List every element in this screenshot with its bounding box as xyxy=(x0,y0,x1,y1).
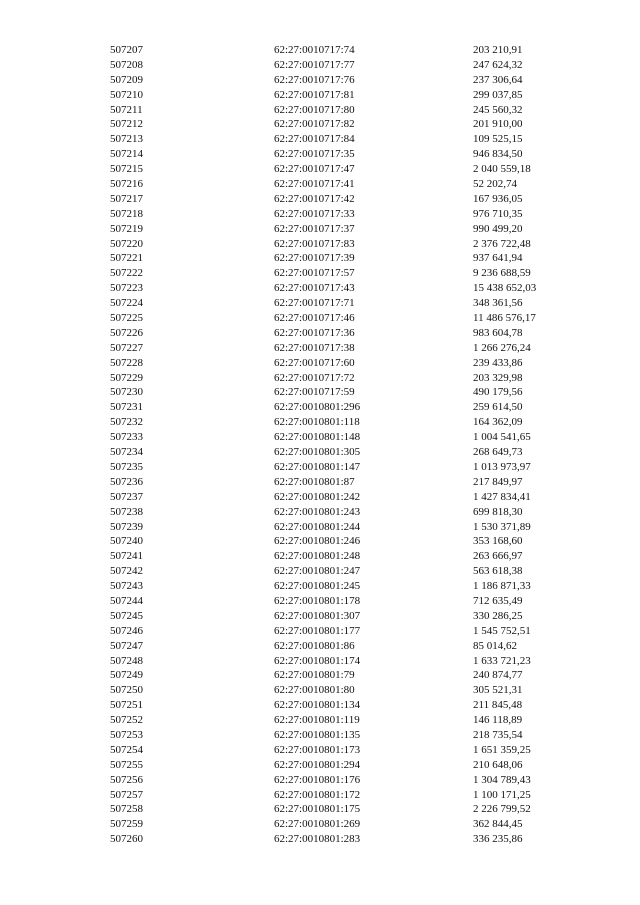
row-id-cell: 507244 xyxy=(110,594,143,607)
row-id-cell: 507253 xyxy=(110,728,143,741)
value-cell: 1 266 276,24 xyxy=(473,341,531,354)
cadastral-number-cell: 62:27:0010801:135 xyxy=(274,728,361,741)
row-id-cell: 507228 xyxy=(110,356,143,369)
table-row xyxy=(0,549,640,564)
cadastral-number-cell: 62:27:0010717:39 xyxy=(274,252,355,265)
value-cell: 9 236 688,59 xyxy=(473,267,531,280)
value-cell: 211 845,48 xyxy=(473,699,523,712)
row-id-cell: 507242 xyxy=(110,565,143,578)
cadastral-number-cell: 62:27:0010801:147 xyxy=(274,460,361,473)
row-id-cell: 507255 xyxy=(110,758,143,771)
row-id-cell: 507245 xyxy=(110,609,143,622)
table-row xyxy=(0,743,640,758)
row-id-cell: 507241 xyxy=(110,550,143,563)
value-cell: 263 666,97 xyxy=(473,550,523,563)
row-id-cell: 507252 xyxy=(110,714,143,727)
row-id-cell: 507213 xyxy=(110,133,143,146)
value-cell: 563 618,38 xyxy=(473,565,523,578)
row-id-cell: 507234 xyxy=(110,446,143,459)
table-row xyxy=(0,564,640,579)
row-id-cell: 507216 xyxy=(110,178,143,191)
row-id-cell: 507243 xyxy=(110,580,143,593)
row-id-cell: 507248 xyxy=(110,654,143,667)
value-cell: 85 014,62 xyxy=(473,639,517,652)
value-cell: 52 202,74 xyxy=(473,178,517,191)
value-cell: 1 304 789,43 xyxy=(473,773,531,786)
value-cell: 164 362,09 xyxy=(473,416,523,429)
table-row xyxy=(0,728,640,743)
table-row xyxy=(0,117,640,132)
cadastral-number-cell: 62:27:0010717:81 xyxy=(274,88,355,101)
value-cell: 11 486 576,17 xyxy=(473,312,536,325)
row-id-cell: 507221 xyxy=(110,252,143,265)
cadastral-number-cell: 62:27:0010717:46 xyxy=(274,312,355,325)
table-row xyxy=(0,58,640,73)
table-row xyxy=(0,594,640,609)
cadastral-number-cell: 62:27:0010801:119 xyxy=(274,714,360,727)
cadastral-number-cell: 62:27:0010801:283 xyxy=(274,833,361,846)
table-row xyxy=(0,683,640,698)
value-cell: 712 635,49 xyxy=(473,594,523,607)
table-row xyxy=(0,132,640,147)
row-id-cell: 507256 xyxy=(110,773,143,786)
row-id-cell: 507223 xyxy=(110,282,143,295)
table-row xyxy=(0,222,640,237)
cadastral-number-cell: 62:27:0010801:305 xyxy=(274,446,361,459)
table-row xyxy=(0,177,640,192)
table-row xyxy=(0,311,640,326)
row-id-cell: 507259 xyxy=(110,818,143,831)
value-cell: 210 648,06 xyxy=(473,758,523,771)
value-cell: 983 604,78 xyxy=(473,326,523,339)
value-cell: 1 013 973,97 xyxy=(473,460,531,473)
row-id-cell: 507230 xyxy=(110,386,143,399)
value-cell: 699 818,30 xyxy=(473,505,523,518)
value-cell: 299 037,85 xyxy=(473,88,523,101)
cadastral-number-cell: 62:27:0010717:57 xyxy=(274,267,355,280)
cadastral-number-cell: 62:27:0010801:178 xyxy=(274,594,361,607)
table-row xyxy=(0,207,640,222)
table-row xyxy=(0,817,640,832)
row-id-cell: 507232 xyxy=(110,416,143,429)
table-row xyxy=(0,296,640,311)
table-row xyxy=(0,534,640,549)
cadastral-number-cell: 62:27:0010801:148 xyxy=(274,431,361,444)
table-row xyxy=(0,460,640,475)
cadastral-number-cell: 62:27:0010717:83 xyxy=(274,237,355,250)
row-id-cell: 507208 xyxy=(110,58,143,71)
row-id-cell: 507207 xyxy=(110,44,143,56)
row-id-cell: 507239 xyxy=(110,520,143,533)
row-id-cell: 507238 xyxy=(110,505,143,518)
row-id-cell: 507211 xyxy=(110,103,143,116)
cadastral-number-cell: 62:27:0010801:134 xyxy=(274,699,361,712)
table-row xyxy=(0,43,640,58)
table-row xyxy=(0,639,640,654)
cadastral-number-cell: 62:27:0010717:82 xyxy=(274,118,355,131)
value-cell: 1 530 371,89 xyxy=(473,520,531,533)
cadastral-number-cell: 62:27:0010801:294 xyxy=(274,758,361,771)
table-row xyxy=(0,73,640,88)
table-row xyxy=(0,147,640,162)
table-row xyxy=(0,341,640,356)
cadastral-number-cell: 62:27:0010801:118 xyxy=(274,416,360,429)
value-cell: 348 361,56 xyxy=(473,297,523,310)
table-row xyxy=(0,445,640,460)
row-id-cell: 507258 xyxy=(110,803,143,816)
value-cell: 946 834,50 xyxy=(473,148,523,161)
cadastral-number-cell: 62:27:0010717:33 xyxy=(274,207,355,220)
cadastral-number-cell: 62:27:0010801:177 xyxy=(274,624,361,637)
value-cell: 268 649,73 xyxy=(473,446,523,459)
row-id-cell: 507217 xyxy=(110,192,143,205)
table-row xyxy=(0,415,640,430)
value-cell: 203 210,91 xyxy=(473,44,523,56)
value-cell: 240 874,77 xyxy=(473,669,523,682)
value-cell: 490 179,56 xyxy=(473,386,523,399)
cadastral-number-cell: 62:27:0010801:242 xyxy=(274,490,361,503)
table-row xyxy=(0,832,640,847)
row-id-cell: 507226 xyxy=(110,326,143,339)
cadastral-number-cell: 62:27:0010801:307 xyxy=(274,609,361,622)
value-cell: 1 545 752,51 xyxy=(473,624,531,637)
table-row xyxy=(0,385,640,400)
row-id-cell: 507257 xyxy=(110,788,143,801)
value-cell: 247 624,32 xyxy=(473,58,523,71)
value-cell: 217 849,97 xyxy=(473,475,523,488)
cadastral-number-cell: 62:27:0010801:176 xyxy=(274,773,361,786)
value-cell: 305 521,31 xyxy=(473,684,523,697)
value-cell: 237 306,64 xyxy=(473,73,523,86)
row-id-cell: 507231 xyxy=(110,401,143,414)
table-row xyxy=(0,788,640,803)
table-row xyxy=(0,758,640,773)
cadastral-number-cell: 62:27:0010801:87 xyxy=(274,475,355,488)
value-cell: 259 614,50 xyxy=(473,401,523,414)
cadastral-number-cell: 62:27:0010801:245 xyxy=(274,580,361,593)
document-table xyxy=(0,43,640,847)
row-id-cell: 507236 xyxy=(110,475,143,488)
cadastral-number-cell: 62:27:0010801:79 xyxy=(274,669,355,682)
cadastral-number-cell: 62:27:0010717:36 xyxy=(274,326,355,339)
row-id-cell: 507227 xyxy=(110,341,143,354)
row-id-cell: 507214 xyxy=(110,148,143,161)
cadastral-number-cell: 62:27:0010801:246 xyxy=(274,535,361,548)
value-cell: 109 525,15 xyxy=(473,133,523,146)
value-cell: 1 427 834,41 xyxy=(473,490,531,503)
cadastral-number-cell: 62:27:0010717:37 xyxy=(274,222,355,235)
table-row xyxy=(0,579,640,594)
table-row xyxy=(0,162,640,177)
cadastral-number-cell: 62:27:0010801:172 xyxy=(274,788,361,801)
cadastral-number-cell: 62:27:0010801:174 xyxy=(274,654,361,667)
table-row xyxy=(0,400,640,415)
row-id-cell: 507225 xyxy=(110,312,143,325)
table-row xyxy=(0,356,640,371)
cadastral-number-cell: 62:27:0010717:77 xyxy=(274,58,355,71)
value-cell: 201 910,00 xyxy=(473,118,523,131)
cadastral-number-cell: 62:27:0010801:80 xyxy=(274,684,355,697)
table-row xyxy=(0,88,640,103)
cadastral-number-cell: 62:27:0010801:296 xyxy=(274,401,361,414)
cadastral-number-cell: 62:27:0010717:74 xyxy=(274,44,355,56)
cadastral-number-cell: 62:27:0010801:175 xyxy=(274,803,361,816)
cadastral-number-cell: 62:27:0010717:35 xyxy=(274,148,355,161)
cadastral-number-cell: 62:27:0010717:84 xyxy=(274,133,355,146)
table-row xyxy=(0,326,640,341)
table-row xyxy=(0,802,640,817)
value-cell: 336 235,86 xyxy=(473,833,523,846)
row-id-cell: 507209 xyxy=(110,73,143,86)
cadastral-number-cell: 62:27:0010717:41 xyxy=(274,178,355,191)
value-cell: 2 226 799,52 xyxy=(473,803,531,816)
row-id-cell: 507250 xyxy=(110,684,143,697)
cadastral-number-cell: 62:27:0010801:86 xyxy=(274,639,355,652)
value-cell: 976 710,35 xyxy=(473,207,523,220)
cadastral-number-cell: 62:27:0010801:248 xyxy=(274,550,361,563)
cadastral-number-cell: 62:27:0010801:243 xyxy=(274,505,361,518)
row-id-cell: 507224 xyxy=(110,297,143,310)
row-id-cell: 507219 xyxy=(110,222,143,235)
value-cell: 990 499,20 xyxy=(473,222,523,235)
table-row xyxy=(0,237,640,252)
value-cell: 1 633 721,23 xyxy=(473,654,531,667)
table-row xyxy=(0,668,640,683)
row-id-cell: 507237 xyxy=(110,490,143,503)
row-id-cell: 507246 xyxy=(110,624,143,637)
cadastral-number-cell: 62:27:0010717:80 xyxy=(274,103,355,116)
value-cell: 1 651 359,25 xyxy=(473,743,531,756)
row-id-cell: 507240 xyxy=(110,535,143,548)
value-cell: 146 118,89 xyxy=(473,714,523,727)
cadastral-number-cell: 62:27:0010717:47 xyxy=(274,163,355,176)
value-cell: 353 168,60 xyxy=(473,535,523,548)
table-row xyxy=(0,281,640,296)
table-row xyxy=(0,430,640,445)
value-cell: 937 641,94 xyxy=(473,252,523,265)
row-id-cell: 507218 xyxy=(110,207,143,220)
cadastral-number-cell: 62:27:0010717:38 xyxy=(274,341,355,354)
value-cell: 2 040 559,18 xyxy=(473,163,531,176)
cadastral-number-cell: 62:27:0010717:60 xyxy=(274,356,355,369)
value-cell: 203 329,98 xyxy=(473,371,523,384)
value-cell: 167 936,05 xyxy=(473,192,523,205)
table-row xyxy=(0,251,640,266)
row-id-cell: 507251 xyxy=(110,699,143,712)
table-row xyxy=(0,505,640,520)
value-cell: 1 186 871,33 xyxy=(473,580,531,593)
table-row xyxy=(0,698,640,713)
cadastral-number-cell: 62:27:0010801:244 xyxy=(274,520,361,533)
row-id-cell: 507235 xyxy=(110,460,143,473)
row-id-cell: 507260 xyxy=(110,833,143,846)
row-id-cell: 507220 xyxy=(110,237,143,250)
value-cell: 1 004 541,65 xyxy=(473,431,531,444)
row-id-cell: 507247 xyxy=(110,639,143,652)
cadastral-number-cell: 62:27:0010717:76 xyxy=(274,73,355,86)
table-row xyxy=(0,520,640,535)
row-id-cell: 507229 xyxy=(110,371,143,384)
value-cell: 245 560,32 xyxy=(473,103,523,116)
table-row xyxy=(0,773,640,788)
value-cell: 2 376 722,48 xyxy=(473,237,531,250)
table-row xyxy=(0,713,640,728)
cadastral-number-cell: 62:27:0010801:269 xyxy=(274,818,361,831)
cadastral-number-cell: 62:27:0010801:173 xyxy=(274,743,361,756)
row-id-cell: 507233 xyxy=(110,431,143,444)
cadastral-number-cell: 62:27:0010717:43 xyxy=(274,282,355,295)
table-row xyxy=(0,624,640,639)
table-row xyxy=(0,266,640,281)
row-id-cell: 507222 xyxy=(110,267,143,280)
cadastral-number-cell: 62:27:0010717:42 xyxy=(274,192,355,205)
value-cell: 218 735,54 xyxy=(473,728,523,741)
value-cell: 330 286,25 xyxy=(473,609,523,622)
value-cell: 239 433,86 xyxy=(473,356,523,369)
row-id-cell: 507212 xyxy=(110,118,143,131)
table-row xyxy=(0,103,640,118)
cadastral-number-cell: 62:27:0010717:71 xyxy=(274,297,355,310)
row-id-cell: 507249 xyxy=(110,669,143,682)
row-id-cell: 507210 xyxy=(110,88,143,101)
table-row xyxy=(0,475,640,490)
cadastral-number-cell: 62:27:0010717:72 xyxy=(274,371,355,384)
table-row xyxy=(0,490,640,505)
value-cell: 15 438 652,03 xyxy=(473,282,537,295)
cadastral-number-cell: 62:27:0010801:247 xyxy=(274,565,361,578)
cadastral-number-cell: 62:27:0010717:59 xyxy=(274,386,355,399)
row-id-cell: 507215 xyxy=(110,163,143,176)
value-cell: 362 844,45 xyxy=(473,818,523,831)
table-row xyxy=(0,371,640,386)
table-row xyxy=(0,654,640,669)
row-id-cell: 507254 xyxy=(110,743,143,756)
value-cell: 1 100 171,25 xyxy=(473,788,531,801)
table-row xyxy=(0,609,640,624)
table-row xyxy=(0,192,640,207)
